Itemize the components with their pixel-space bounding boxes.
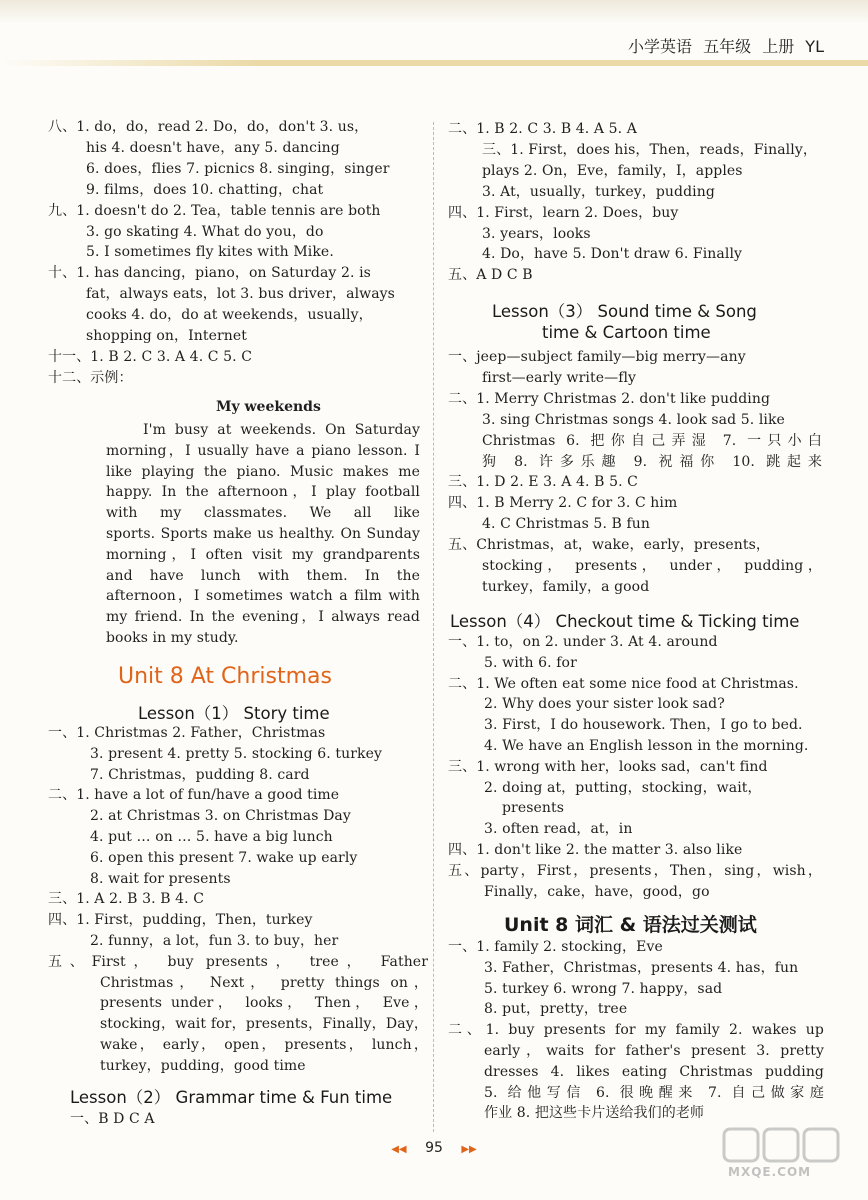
answer-line: shopping on，Internet (86, 328, 247, 344)
answer-line: 八、1. do，do，read 2. Do，do，don't 3. us， (48, 119, 369, 135)
answer-line: afternoon，I sometimes watch a film with (106, 588, 420, 605)
answer-line: 5. with 6. for (484, 654, 577, 671)
answer-line: morning，I often visit my grandparents (106, 546, 420, 563)
answer-line: books in my study. (106, 630, 239, 646)
answer-line: cooks 4. do，do at weekends，usually， (86, 307, 373, 324)
watermark-logo (722, 1125, 852, 1183)
answer-line: sports. Sports make us healthy. On Sunday (106, 526, 420, 542)
answer-line: 五、First， buy presents， tree， Father (48, 953, 428, 970)
answer-line: 5. I sometimes fly kites with Mike. (86, 244, 334, 261)
answer-line: 二、1. have a lot of fun/have a good time (48, 787, 340, 804)
answer-line: 3. often read，at，in (484, 821, 633, 838)
header-rule (0, 60, 868, 66)
answer-line: 三、1. D 2. E 3. A 4. B 5. C (448, 474, 638, 491)
answer-line: 四、1. don't like 2. the matter 3. also like (448, 842, 743, 858)
answer-line: 2. at Christmas 3. on Christmas Day (90, 808, 351, 825)
answer-line: 十一、1. B 2. C 3. A 4. C 5. C (48, 348, 253, 365)
lesson-heading: Lesson（3） Sound time & Song (492, 302, 757, 321)
answer-line: 3. sing Christmas songs 4. look sad 5. like (482, 411, 785, 428)
lesson-heading: Lesson（2） Grammar time & Fun time (70, 1088, 393, 1107)
answer-line: 二、1. buy presents for my family 2. wakes up (448, 1022, 824, 1039)
answer-line: 五、Christmas，at，wake，early，presents， (448, 537, 771, 554)
prev-arrows-icon: ◀◀ (391, 1144, 407, 1155)
answer-line: 一、jeep—subject family—big merry—any (448, 349, 746, 365)
answer-line: 8. put，pretty，tree (484, 1001, 628, 1018)
answer-line: his 4. doesn't have，any 5. dancing (86, 139, 340, 156)
answer-line: with my classmates. We all like (106, 505, 420, 522)
page-number: 95 (425, 1140, 443, 1156)
answer-line: like playing the piano. Music makes me (106, 463, 420, 480)
answer-line: 一、1. family 2. stocking，Eve (448, 939, 663, 955)
answer-line: dresses 4. likes eating Christmas pudding (484, 1063, 824, 1080)
answer-line: 4. put … on … 5. have a big lunch (90, 829, 333, 845)
answer-line: 4. We have an English lesson in the morning. (484, 738, 809, 754)
answer-line: 5. turkey 6. wrong 7. happy，sad (484, 980, 723, 997)
answer-line: 十、1. has dancing，piano，on Saturday 2. is (48, 265, 371, 282)
running-header: 小学英语 五年级 上册 YL (628, 37, 824, 56)
answer-line: 3. present 4. pretty 5. stocking 6. turkey (90, 745, 382, 762)
answer-line: 九、1. doesn't do 2. Tea，table tennis are both (48, 202, 381, 219)
answer-line: 3. years，looks (482, 225, 591, 242)
answer-line: 3. Father，Christmas，presents 4. has，fun (484, 959, 799, 976)
answer-line: stocking， presents， under， pudding， (482, 558, 822, 574)
answer-line: 4. Do，have 5. Don't draw 6. Finally (482, 246, 743, 263)
answer-line: 4. C Christmas 5. B fun (482, 516, 650, 533)
watermark-url: MXQE.COM (728, 1165, 812, 1179)
answer-line: happy. In the afternoon，I play football (106, 484, 420, 501)
answer-line: 2. doing at，putting，stocking，wait， (484, 779, 762, 796)
answer-line: 一、B D C A (70, 1111, 155, 1127)
answer-line: turkey，pudding，good time (100, 1057, 306, 1074)
answer-line: 十二、示例： (48, 369, 133, 386)
answer-line: wake， early， open， presents， lunch， (100, 1037, 428, 1053)
answer-line: Finally，cake，have，good，go (484, 883, 710, 900)
answer-line: first—early write—fly (482, 369, 637, 386)
answer-line: my friend. In the evening，I always read (106, 609, 420, 626)
answer-line: 四、1. First，learn 2. Does，buy (448, 204, 679, 221)
answer-line: 三、1. A 2. B 3. B 4. C (48, 891, 205, 908)
answer-line: 3. go skating 4. What do you，do (86, 223, 324, 240)
answer-line: I'm busy at weekends. On Saturday (143, 422, 420, 438)
answer-line: presents (502, 800, 565, 817)
answer-line: 狗 8. 许多乐趣 9. 祝福你 10. 跳起来 (482, 453, 822, 470)
answer-line: plays 2. On，Eve，family，I，apples (482, 162, 743, 179)
answer-line: Christmas， Next， pretty things on， (100, 974, 428, 991)
answer-line: 6. does，flies 7. picnics 8. singing，singer (86, 160, 390, 177)
lesson-heading: Lesson（1） Story time (138, 704, 330, 723)
next-arrows-icon: ▶▶ (461, 1144, 477, 1155)
answer-line: early，waits for father's present 3. pretty (484, 1043, 824, 1059)
answer-line: and have lunch with them. In the (106, 567, 420, 584)
unit-title: Unit 8 At Christmas (118, 664, 332, 689)
answer-line: 一、1. to，on 2. under 3. At 4. around (448, 634, 718, 650)
column-divider (433, 122, 434, 1132)
answer-line: 9. films，does 10. chatting，chat (86, 181, 324, 198)
answer-line: Christmas 6. 把你自己弄湿 7. 一只小白 (482, 432, 822, 449)
answer-line: 五、A D C B (448, 267, 533, 284)
answer-line: 6. open this present 7. wake up early (90, 849, 358, 866)
watermark-seal-icon (722, 1125, 842, 1165)
top-decorative-band (0, 0, 868, 24)
answer-line: 3. At，usually，turkey，pudding (482, 183, 715, 200)
answer-line: 三、1. First，does his，Then，reads，Finally， (482, 141, 817, 158)
lesson-heading: time & Cartoon time (542, 323, 711, 342)
answer-line: 二、1. B 2. C 3. B 4. A 5. A (448, 121, 637, 137)
answer-line: turkey，family，a good (482, 578, 650, 595)
answer-line: 五、party，First，presents，Then，sing，wish， (448, 862, 822, 879)
answer-line: 二、1. We often eat some nice food at Christmas. (448, 675, 799, 692)
lesson-heading: Lesson（4） Checkout time & Ticking time (450, 612, 800, 631)
unit-test-heading: Unit 8 词汇 & 语法过关测试 (504, 914, 757, 936)
answer-line: 2. funny，a lot，fun 3. to buy，her (90, 933, 339, 949)
answer-line: 5. 给他写信 6. 很晚醒来 7. 自己做家庭 (484, 1084, 824, 1101)
answer-line: presents under， looks， Then， Eve， (100, 995, 428, 1012)
answer-line: 2. Why does your sister look sad? (484, 696, 725, 713)
answer-line: 一、1. Christmas 2. Father，Christmas (48, 725, 326, 741)
answer-line: 二、1. Merry Christmas 2. don't like pudding (448, 390, 771, 407)
answer-line: morning，I usually have a piano lesson. I (106, 442, 420, 459)
answer-line: fat，always eats，lot 3. bus driver，always (86, 286, 395, 303)
answer-line: 7. Christmas，pudding 8. card (90, 766, 310, 783)
answer-line: 四、1. First，pudding，Then，turkey (48, 912, 313, 929)
answer-line: 作业 8. 把这些卡片送给我们的老师 (484, 1105, 705, 1122)
answer-line: 8. wait for presents (90, 870, 231, 887)
answer-line: stocking，wait for，presents，Finally，Day， (100, 1016, 428, 1033)
essay-title: My weekends (216, 399, 321, 415)
answer-line: 四、1. B Merry 2. C for 3. C him (448, 495, 678, 512)
answer-line: 3. First，I do housework. Then，I go to bed. (484, 717, 803, 734)
answer-line: 三、1. wrong with her，looks sad，can't find (448, 758, 768, 775)
